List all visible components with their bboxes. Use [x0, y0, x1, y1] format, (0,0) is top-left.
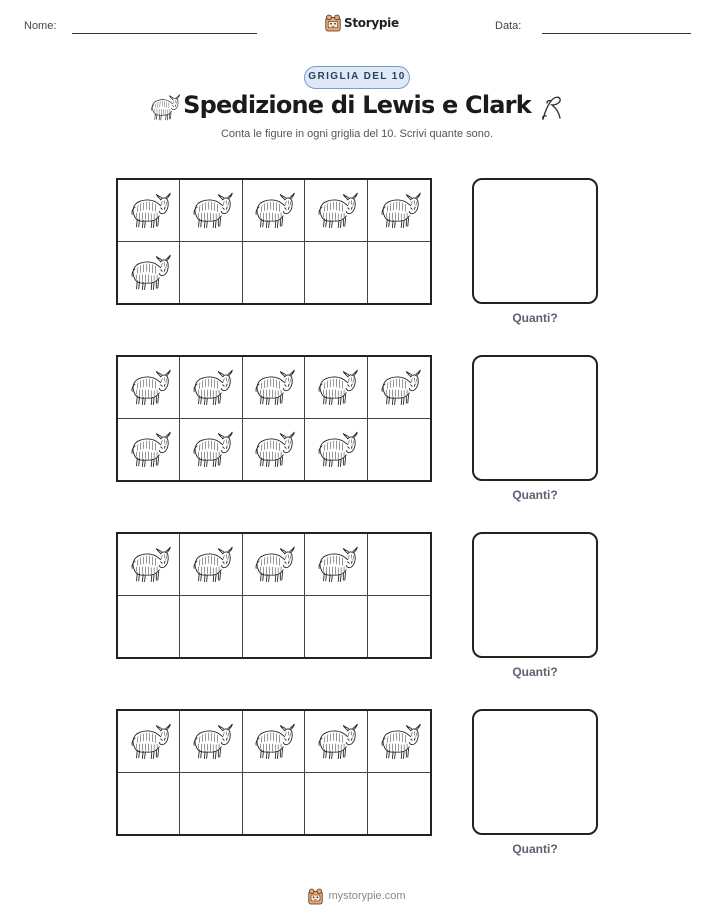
ten-frame-cell [305, 534, 367, 596]
bison-icon [127, 429, 171, 469]
ten-frame-2 [116, 355, 432, 482]
answer-label-1: Quanti? [512, 311, 558, 325]
ten-frame-cell [368, 773, 430, 835]
bison-icon [127, 544, 171, 584]
bison-icon [189, 190, 233, 230]
worksheet-type-badge: GRIGLIA DEL 10 [304, 66, 410, 89]
ten-frame-cell [305, 419, 367, 481]
title-row [0, 90, 714, 126]
instructions: Conta le figure in ogni griglia del 10. Scrivi quante sono. [220, 128, 494, 140]
ten-frame-cell [243, 180, 305, 242]
ten-frame-cell [368, 357, 430, 419]
ten-frame-4 [116, 709, 432, 836]
answer-box-3[interactable] [472, 532, 598, 658]
ten-frame-cell [118, 711, 180, 773]
bison-icon [251, 721, 295, 761]
bison-icon [189, 367, 233, 407]
footer-url[interactable]: mystorypie.com [328, 890, 406, 902]
date-label: Data: [495, 20, 522, 32]
ten-frame-cell [243, 242, 305, 304]
ten-frame-cell [180, 357, 242, 419]
ten-frame-cell [368, 534, 430, 596]
bison-icon [314, 190, 358, 230]
answer-label-3: Quanti? [512, 665, 558, 679]
ten-frame-cell [368, 596, 430, 658]
bison-icon [314, 367, 358, 407]
ten-frame-cell [243, 357, 305, 419]
ten-frame-cell [368, 711, 430, 773]
ten-frame-cell [243, 534, 305, 596]
ten-frame-cell [180, 711, 242, 773]
answer-box-2[interactable] [472, 355, 598, 481]
answer-box-1[interactable] [472, 178, 598, 304]
ten-frame-3 [116, 532, 432, 659]
bison-icon [251, 429, 295, 469]
ten-frame-1 [116, 178, 432, 305]
bison-icon [127, 252, 171, 292]
bison-icon [189, 429, 233, 469]
ten-frame-cell [180, 180, 242, 242]
bison-icon [314, 721, 358, 761]
ten-frame-cell [243, 711, 305, 773]
bison-icon [251, 544, 295, 584]
answer-box-4[interactable] [472, 709, 598, 835]
ten-frame-cell [305, 711, 367, 773]
bison-icon [314, 544, 358, 584]
bison-icon [189, 544, 233, 584]
ten-frame-cell [180, 596, 242, 658]
rope-icon [537, 92, 563, 122]
name-label: Nome: [24, 20, 57, 32]
ten-frame-cell [118, 357, 180, 419]
ten-frame-cell [118, 419, 180, 481]
bison-icon [377, 367, 421, 407]
ten-frame-cell [243, 596, 305, 658]
bison-icon [127, 367, 171, 407]
bison-icon [377, 190, 421, 230]
storypie-logo-icon [308, 888, 323, 905]
bison-icon [189, 721, 233, 761]
ten-frame-cell [368, 180, 430, 242]
brand [325, 13, 399, 33]
ten-frame-cell [368, 419, 430, 481]
ten-frame-cell [118, 180, 180, 242]
bison-icon [127, 721, 171, 761]
ten-frame-cell [368, 242, 430, 304]
ten-frame-cell [243, 419, 305, 481]
ten-frame-cell [118, 242, 180, 304]
ten-frame-cell [243, 773, 305, 835]
bison-icon [377, 721, 421, 761]
storypie-logo-icon [325, 14, 341, 32]
ten-frame-cell [180, 534, 242, 596]
footer [0, 886, 714, 906]
ten-frame-cell [180, 419, 242, 481]
answer-label-2: Quanti? [512, 488, 558, 502]
ten-frame-cell [118, 596, 180, 658]
bison-icon [127, 190, 171, 230]
brand-name: Storypie [344, 16, 399, 30]
bison-icon [314, 429, 358, 469]
ten-frame-cell [305, 180, 367, 242]
ten-frame-cell [180, 773, 242, 835]
date-line[interactable] [542, 33, 691, 34]
ten-frame-cell [180, 242, 242, 304]
bison-icon [251, 367, 295, 407]
bison-icon [251, 190, 295, 230]
page-title: Spedizione di Lewis e Clark [183, 91, 531, 119]
ten-frame-cell [118, 773, 180, 835]
ten-frame-cell [305, 773, 367, 835]
ten-frame-cell [305, 242, 367, 304]
ten-frame-cell [118, 534, 180, 596]
ten-frame-cell [305, 357, 367, 419]
answer-label-4: Quanti? [512, 842, 558, 856]
ten-frame-cell [305, 596, 367, 658]
name-line[interactable] [72, 33, 257, 34]
